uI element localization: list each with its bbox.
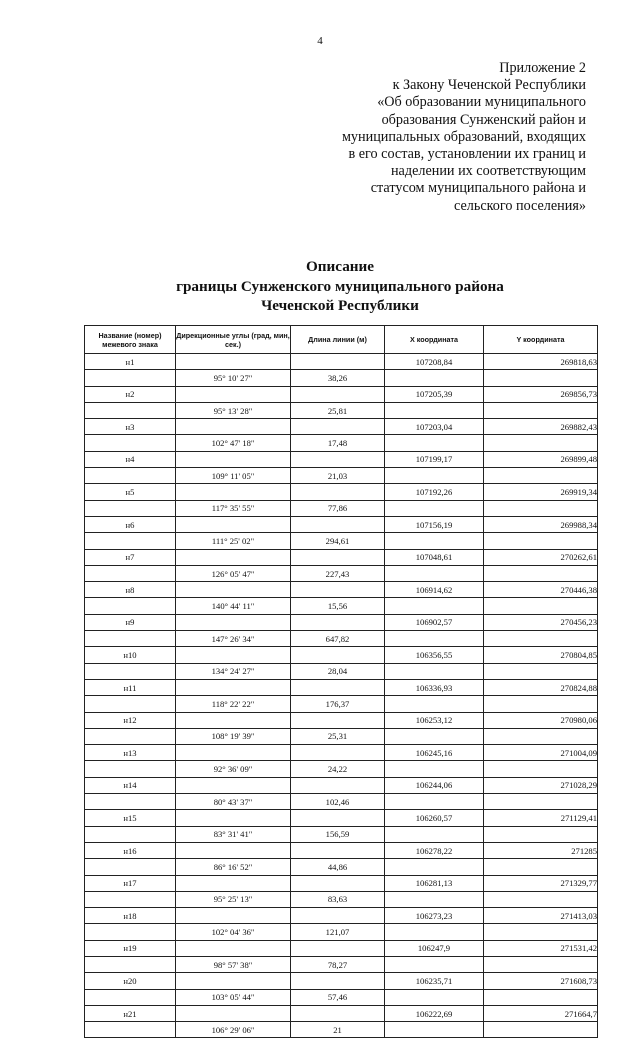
empty-cell [385,500,484,516]
table-row [85,614,598,630]
empty-cell [385,598,484,614]
page-number: 4 [317,35,323,47]
table-row [85,370,598,386]
empty-cell [85,794,176,810]
point-name-cell: н1 [85,354,176,370]
empty-cell [484,728,598,744]
x-coordinate-cell: 106281,13 [385,875,484,891]
appendix-header [256,60,586,215]
appendix-line: в его состав, установлении их границ и [348,146,586,163]
empty-cell [176,940,291,956]
table-row [85,679,598,695]
table-row [85,419,598,435]
direction-angle-cell: 134° 24' 27" [176,663,291,679]
column-header-length: Длина линии (м) [291,326,385,354]
empty-cell [484,533,598,549]
empty-cell [291,614,385,630]
appendix-line: статусом муниципального района и [370,180,586,197]
empty-cell [176,875,291,891]
table-row [85,354,598,370]
table-row [85,402,598,418]
empty-cell [291,647,385,663]
empty-cell [291,810,385,826]
empty-cell [484,663,598,679]
direction-angle-cell: 95° 13' 28" [176,402,291,418]
empty-cell [291,777,385,793]
table-row [85,549,598,565]
table-row [85,663,598,679]
table-row [85,565,598,581]
empty-cell [85,500,176,516]
line-length-cell: 83,63 [291,891,385,907]
empty-cell [484,370,598,386]
empty-cell [484,1022,598,1038]
x-coordinate-cell: 106253,12 [385,712,484,728]
direction-angle-cell: 126° 05' 47" [176,565,291,581]
direction-angle-cell: 118° 22' 22" [176,696,291,712]
empty-cell [176,614,291,630]
empty-cell [291,712,385,728]
y-coordinate-cell: 270262,61 [484,549,598,565]
point-name-cell: н13 [85,745,176,761]
empty-cell [85,533,176,549]
line-length-cell: 227,43 [291,565,385,581]
y-coordinate-cell: 270804,85 [484,647,598,663]
empty-cell [385,761,484,777]
empty-cell [385,565,484,581]
x-coordinate-cell: 107203,04 [385,419,484,435]
table-row [85,826,598,842]
empty-cell [385,468,484,484]
table-row [85,875,598,891]
empty-cell [176,777,291,793]
direction-angle-cell: 109° 11' 05" [176,468,291,484]
line-length-cell: 28,04 [291,663,385,679]
empty-cell [385,435,484,451]
point-name-cell: н4 [85,451,176,467]
y-coordinate-cell: 271129,41 [484,810,598,826]
y-coordinate-cell: 270980,06 [484,712,598,728]
point-name-cell: н12 [85,712,176,728]
line-length-cell: 78,27 [291,956,385,972]
x-coordinate-cell: 107048,61 [385,549,484,565]
table-row [85,533,598,549]
table-row [85,484,598,500]
table-row [85,973,598,989]
line-length-cell: 21 [291,1022,385,1038]
empty-cell [484,631,598,647]
empty-cell [385,663,484,679]
y-coordinate-cell: 271004,09 [484,745,598,761]
point-name-cell: н2 [85,386,176,402]
empty-cell [85,924,176,940]
empty-cell [176,386,291,402]
table-row [85,761,598,777]
table-row [85,842,598,858]
x-coordinate-cell: 107205,39 [385,386,484,402]
empty-cell [291,354,385,370]
empty-cell [484,565,598,581]
table-row [85,1022,598,1038]
empty-cell [85,435,176,451]
direction-angle-cell: 95° 25' 13" [176,891,291,907]
empty-cell [85,663,176,679]
empty-cell [484,924,598,940]
empty-cell [85,826,176,842]
table-row [85,582,598,598]
table-row [85,1005,598,1021]
column-header-y: Y координата [484,326,598,354]
empty-cell [176,484,291,500]
direction-angle-cell: 102° 47' 18" [176,435,291,451]
direction-angle-cell: 92° 36' 09" [176,761,291,777]
line-length-cell: 294,61 [291,533,385,549]
direction-angle-cell: 98° 57' 38" [176,956,291,972]
boundary-coordinates-table [84,325,598,1038]
empty-cell [484,696,598,712]
x-coordinate-cell: 106914,62 [385,582,484,598]
empty-cell [385,924,484,940]
title-line: границы Сунженского муниципального района [176,277,504,295]
empty-cell [85,565,176,581]
point-name-cell: н10 [85,647,176,663]
empty-cell [85,696,176,712]
line-length-cell: 15,56 [291,598,385,614]
empty-cell [291,549,385,565]
column-header-name: Название (номер) межевого знака [85,326,176,354]
table-row [85,696,598,712]
empty-cell [484,794,598,810]
empty-cell [484,761,598,777]
empty-cell [176,745,291,761]
table-row [85,647,598,663]
direction-angle-cell: 95° 10' 27" [176,370,291,386]
empty-cell [291,973,385,989]
empty-cell [484,500,598,516]
point-name-cell: н17 [85,875,176,891]
empty-cell [176,842,291,858]
line-length-cell: 102,46 [291,794,385,810]
appendix-line: муниципальных образований, входящих [341,128,586,145]
x-coordinate-cell: 107156,19 [385,516,484,532]
empty-cell [176,810,291,826]
appendix-line: наделении их соответствующим [390,163,586,180]
table-row [85,908,598,924]
empty-cell [176,354,291,370]
line-length-cell: 21,03 [291,468,385,484]
point-name-cell: н16 [85,842,176,858]
empty-cell [85,370,176,386]
line-length-cell: 57,46 [291,989,385,1005]
direction-angle-cell: 147° 26' 34" [176,631,291,647]
empty-cell [484,891,598,907]
direction-angle-cell: 86° 16' 52" [176,859,291,875]
table-row [85,386,598,402]
x-coordinate-cell: 106235,71 [385,973,484,989]
direction-angle-cell: 108° 19' 39" [176,728,291,744]
empty-cell [484,989,598,1005]
point-name-cell: н3 [85,419,176,435]
x-coordinate-cell: 106278,22 [385,842,484,858]
point-name-cell: н11 [85,679,176,695]
direction-angle-cell: 83° 31' 41" [176,826,291,842]
empty-cell [176,582,291,598]
table-row [85,956,598,972]
appendix-line: Приложение 2 [499,60,586,76]
y-coordinate-cell: 271413,03 [484,908,598,924]
y-coordinate-cell: 271531,42 [484,940,598,956]
y-coordinate-cell: 270824,88 [484,679,598,695]
appendix-line: образования Сунженский район и [381,111,586,128]
table-row [85,500,598,516]
empty-cell [385,631,484,647]
table-row [85,451,598,467]
x-coordinate-cell: 107192,26 [385,484,484,500]
empty-cell [176,679,291,695]
line-length-cell: 121,07 [291,924,385,940]
x-coordinate-cell: 106247,9 [385,940,484,956]
x-coordinate-cell: 106260,57 [385,810,484,826]
empty-cell [176,549,291,565]
empty-cell [176,1005,291,1021]
table-row [85,810,598,826]
empty-cell [484,435,598,451]
y-coordinate-cell: 271028,29 [484,777,598,793]
point-name-cell: н14 [85,777,176,793]
empty-cell [291,679,385,695]
empty-cell [385,989,484,1005]
point-name-cell: н18 [85,908,176,924]
table-header-row [85,326,598,354]
table-row [85,989,598,1005]
empty-cell [85,1022,176,1038]
empty-cell [385,794,484,810]
empty-cell [85,956,176,972]
line-length-cell: 176,37 [291,696,385,712]
x-coordinate-cell: 106245,16 [385,745,484,761]
line-length-cell: 24,22 [291,761,385,777]
empty-cell [385,533,484,549]
direction-angle-cell: 117° 35' 55" [176,500,291,516]
empty-cell [385,859,484,875]
line-length-cell: 44,86 [291,859,385,875]
empty-cell [176,973,291,989]
table-row [85,940,598,956]
line-length-cell: 17,48 [291,435,385,451]
table-row [85,712,598,728]
column-header-angle: Дирекционные углы (град, мин, сек.) [176,326,291,354]
empty-cell [85,402,176,418]
empty-cell [85,631,176,647]
empty-cell [291,1005,385,1021]
line-length-cell: 647,82 [291,631,385,647]
table-row [85,777,598,793]
y-coordinate-cell: 270446,38 [484,582,598,598]
empty-cell [385,728,484,744]
title-line: Чеченской Республики [261,297,419,314]
table-row [85,598,598,614]
x-coordinate-cell: 107199,17 [385,451,484,467]
appendix-line: «Об образовании муниципального [377,94,586,111]
table-row [85,631,598,647]
x-coordinate-cell: 106336,93 [385,679,484,695]
empty-cell [291,484,385,500]
empty-cell [176,647,291,663]
empty-cell [176,516,291,532]
empty-cell [291,842,385,858]
empty-cell [291,875,385,891]
point-name-cell: н5 [85,484,176,500]
empty-cell [85,468,176,484]
line-length-cell: 25,31 [291,728,385,744]
empty-cell [484,826,598,842]
y-coordinate-cell: 271664,7 [484,1005,598,1021]
line-length-cell: 25,81 [291,402,385,418]
y-coordinate-cell: 269856,73 [484,386,598,402]
point-name-cell: н21 [85,1005,176,1021]
y-coordinate-cell: 271285 [484,842,598,858]
line-length-cell: 38,26 [291,370,385,386]
empty-cell [176,908,291,924]
x-coordinate-cell: 107208,84 [385,354,484,370]
direction-angle-cell: 103° 05' 44" [176,989,291,1005]
document-title [0,257,640,316]
empty-cell [85,728,176,744]
point-name-cell: н8 [85,582,176,598]
empty-cell [385,891,484,907]
x-coordinate-cell: 106356,55 [385,647,484,663]
y-coordinate-cell: 271608,73 [484,973,598,989]
empty-cell [176,712,291,728]
table-row [85,468,598,484]
empty-cell [176,419,291,435]
point-name-cell: н19 [85,940,176,956]
empty-cell [85,989,176,1005]
table-body [85,354,598,1038]
y-coordinate-cell: 269899,48 [484,451,598,467]
empty-cell [291,386,385,402]
table-row [85,794,598,810]
empty-cell [291,745,385,761]
direction-angle-cell: 80° 43' 37" [176,794,291,810]
empty-cell [291,582,385,598]
x-coordinate-cell: 106273,23 [385,908,484,924]
empty-cell [484,468,598,484]
empty-cell [484,402,598,418]
point-name-cell: н15 [85,810,176,826]
appendix-line: к Закону Чеченской Республики [392,77,586,94]
y-coordinate-cell: 269988,34 [484,516,598,532]
y-coordinate-cell: 270456,23 [484,614,598,630]
direction-angle-cell: 140° 44' 11" [176,598,291,614]
y-coordinate-cell: 271329,77 [484,875,598,891]
empty-cell [484,956,598,972]
direction-angle-cell: 111° 25' 02" [176,533,291,549]
table-row [85,435,598,451]
y-coordinate-cell: 269882,43 [484,419,598,435]
empty-cell [85,859,176,875]
table-row [85,745,598,761]
table-row [85,891,598,907]
empty-cell [291,908,385,924]
empty-cell [85,598,176,614]
empty-cell [291,516,385,532]
appendix-line: сельского поселения» [454,197,586,214]
empty-cell [385,370,484,386]
point-name-cell: н7 [85,549,176,565]
point-name-cell: н9 [85,614,176,630]
y-coordinate-cell: 269818,63 [484,354,598,370]
empty-cell [176,451,291,467]
column-header-x: X координата [385,326,484,354]
point-name-cell: н20 [85,973,176,989]
direction-angle-cell: 102° 04' 36" [176,924,291,940]
empty-cell [385,1022,484,1038]
table-row [85,924,598,940]
table-row [85,516,598,532]
direction-angle-cell: 106° 29' 06" [176,1022,291,1038]
empty-cell [85,891,176,907]
empty-cell [85,761,176,777]
empty-cell [484,859,598,875]
empty-cell [291,451,385,467]
x-coordinate-cell: 106244,06 [385,777,484,793]
empty-cell [385,956,484,972]
x-coordinate-cell: 106222,69 [385,1005,484,1021]
y-coordinate-cell: 269919,34 [484,484,598,500]
empty-cell [291,940,385,956]
empty-cell [385,826,484,842]
line-length-cell: 156,59 [291,826,385,842]
line-length-cell: 77,86 [291,500,385,516]
empty-cell [385,696,484,712]
x-coordinate-cell: 106902,57 [385,614,484,630]
point-name-cell: н6 [85,516,176,532]
empty-cell [484,598,598,614]
empty-cell [291,419,385,435]
table-row [85,728,598,744]
empty-cell [385,402,484,418]
title-line: Описание [305,258,375,275]
table-row [85,859,598,875]
